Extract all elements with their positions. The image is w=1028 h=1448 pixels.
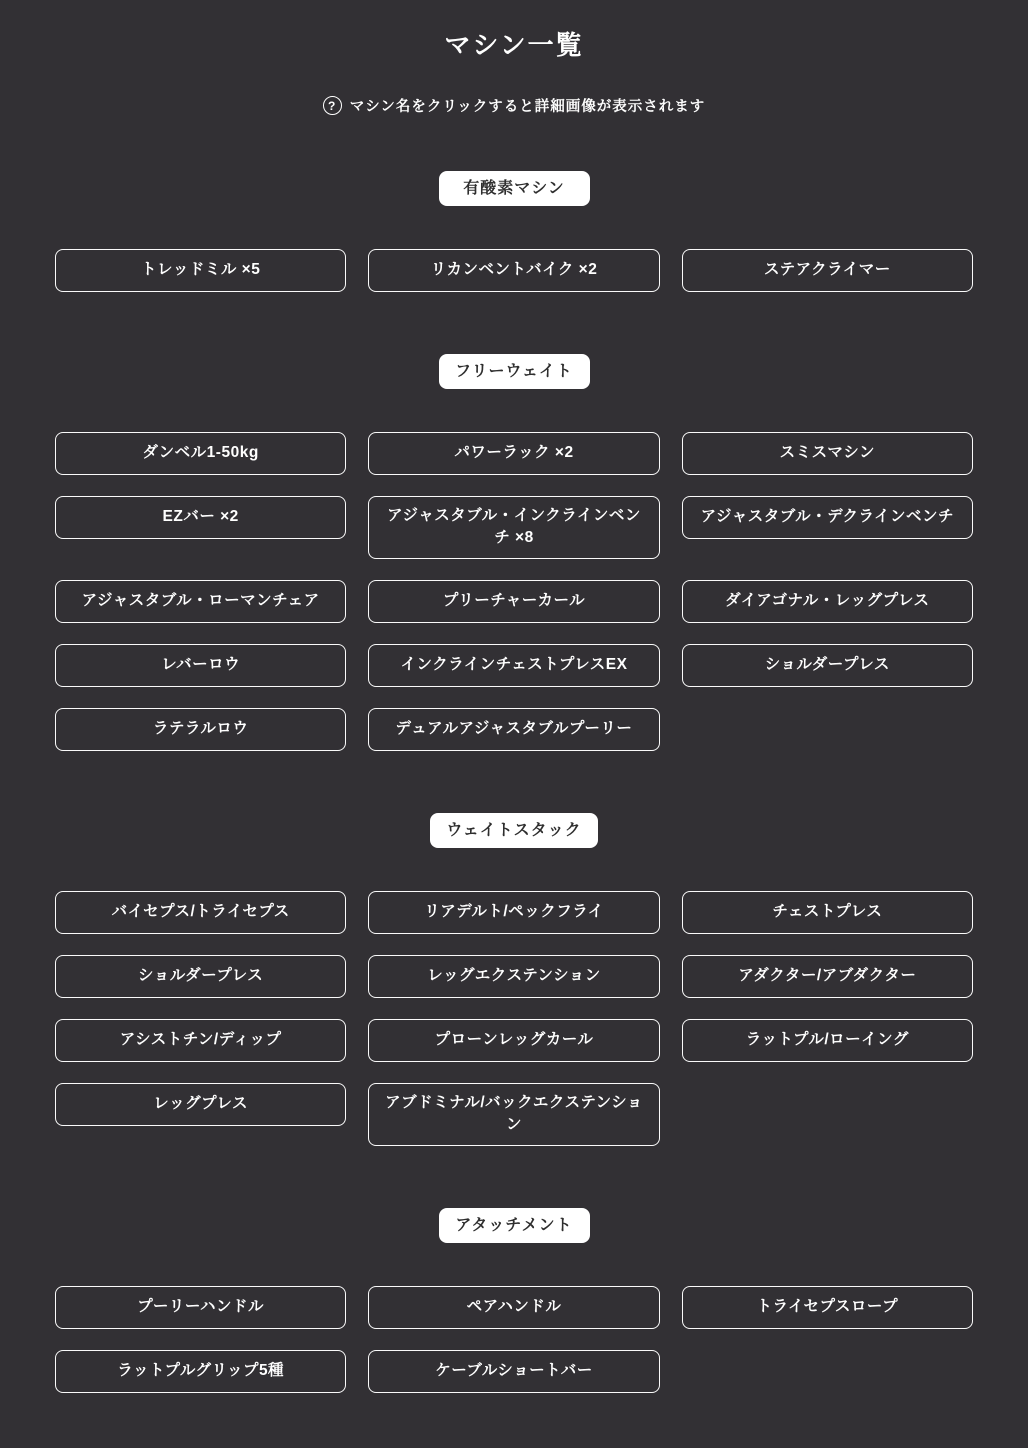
- machine-button[interactable]: アダクター/アブダクター: [682, 955, 973, 998]
- section-3: [55, 1208, 973, 1393]
- section-1: [55, 354, 973, 751]
- machine-button[interactable]: EZバー ×2: [55, 496, 346, 539]
- machine-button[interactable]: インクラインチェストプレスEX: [368, 644, 659, 687]
- section-0: [55, 171, 973, 292]
- section-2: [55, 813, 973, 1146]
- machine-button[interactable]: バイセプス/トライセプス: [55, 891, 346, 934]
- machine-button[interactable]: レッグプレス: [55, 1083, 346, 1126]
- machine-button[interactable]: アブドミナル/バックエクステンション: [368, 1083, 659, 1146]
- machine-button[interactable]: プーリーハンドル: [55, 1286, 346, 1329]
- subtitle: [55, 95, 973, 116]
- machine-button[interactable]: トライセプスロープ: [682, 1286, 973, 1329]
- machine-button[interactable]: ラットプル/ローイング: [682, 1019, 973, 1062]
- machine-button[interactable]: プローンレッグカール: [368, 1019, 659, 1062]
- badge-row: [55, 1208, 973, 1243]
- machine-button[interactable]: トレッドミル ×5: [55, 249, 346, 292]
- machine-grid: [55, 432, 973, 751]
- machine-button[interactable]: ラテラルロウ: [55, 708, 346, 751]
- machine-button[interactable]: アジャスタブル・ローマンチェア: [55, 580, 346, 623]
- machine-button[interactable]: デュアルアジャスタブルプーリー: [368, 708, 659, 751]
- machine-button[interactable]: リカンベントバイク ×2: [368, 249, 659, 292]
- badge-row: [55, 171, 973, 206]
- section-badge: ウェイトスタック: [430, 813, 597, 848]
- machine-list-page: [55, 0, 973, 1393]
- machine-grid: [55, 891, 973, 1146]
- section-badge: 有酸素マシン: [439, 171, 590, 206]
- subtitle-text: マシン名をクリックすると詳細画像が表示されます: [349, 99, 706, 115]
- machine-button[interactable]: スミスマシン: [682, 432, 973, 475]
- badge-row: [55, 354, 973, 389]
- machine-button[interactable]: レバーロウ: [55, 644, 346, 687]
- machine-button[interactable]: パワーラック ×2: [368, 432, 659, 475]
- badge-row: [55, 813, 973, 848]
- machine-button[interactable]: ラットプルグリップ5種: [55, 1350, 346, 1393]
- machine-button[interactable]: レッグエクステンション: [368, 955, 659, 998]
- machine-button[interactable]: リアデルト/ペックフライ: [368, 891, 659, 934]
- machine-button[interactable]: ショルダープレス: [55, 955, 346, 998]
- machine-button[interactable]: ダンベル1-50kg: [55, 432, 346, 475]
- machine-button[interactable]: アジャスタブル・インクラインベンチ ×8: [368, 496, 659, 559]
- machine-button[interactable]: チェストプレス: [682, 891, 973, 934]
- page-title: マシン一覧: [444, 30, 584, 60]
- machine-button[interactable]: プリーチャーカール: [368, 580, 659, 623]
- machine-button[interactable]: アシストチン/ディップ: [55, 1019, 346, 1062]
- machine-button[interactable]: ケーブルショートバー: [368, 1350, 659, 1393]
- section-badge: アタッチメント: [439, 1208, 590, 1243]
- machine-button[interactable]: ペアハンドル: [368, 1286, 659, 1329]
- machine-grid: [55, 1286, 973, 1393]
- machine-button[interactable]: ダイアゴナル・レッグプレス: [682, 580, 973, 623]
- machine-grid: [55, 249, 973, 292]
- sections-container: [55, 171, 973, 1393]
- machine-button[interactable]: ショルダープレス: [682, 644, 973, 687]
- machine-button[interactable]: ステアクライマー: [682, 249, 973, 292]
- help-icon: ?: [323, 96, 342, 115]
- section-badge: フリーウェイト: [439, 354, 590, 389]
- machine-button[interactable]: アジャスタブル・デクラインベンチ: [682, 496, 973, 539]
